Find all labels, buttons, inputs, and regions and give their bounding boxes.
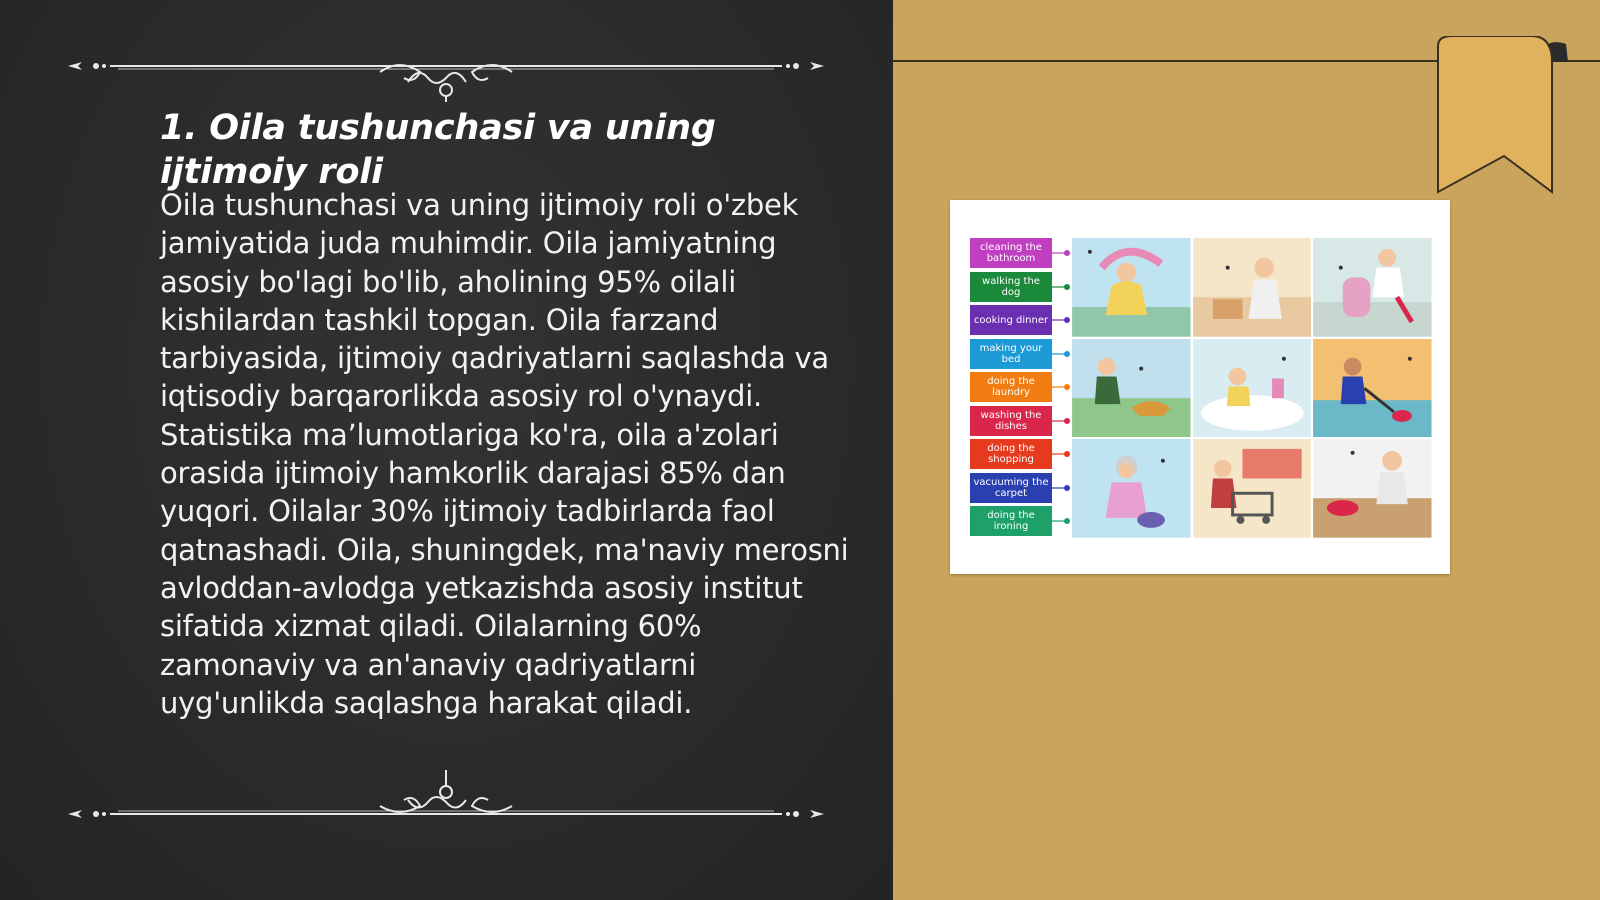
- illustration-panel: [1072, 439, 1191, 538]
- illustration-panel: [1193, 339, 1312, 438]
- chore-label: doing the shopping: [970, 439, 1052, 469]
- chore-label: walking the dog: [970, 272, 1052, 302]
- illustration-panel: [1193, 238, 1312, 337]
- chore-label: cooking dinner: [970, 305, 1052, 335]
- chore-label: making your bed: [970, 339, 1052, 369]
- slide-body-text: Oila tushunchasi va uning ijtimoiy roli o'zbek jamiyatida juda muhimdir. Oila jamiyatning asosiy bo'lagi bo'lib, aholining 95% oilali kishilardan tashkil topgan. Oila farzand tarbiyasida, ijtimoiy qadriyatlarni saqlashda va iqtisodiy barqarorlikda asosiy rol o'ynaydi. Statistika ma’lumotlariga ko'ra, oila a'zolari orasida ijtimoiy hamkorlik darajasi 85% dan yuqori. Oilalar 30% ijtimoiy tadbirlarda faol qatnashadi. Oila, shuningdek, ma'naviy merosni avloddan-avlodga yetkazishda asosiy institut sifatida xizmat qiladi. Oilalarning 60% zamonaviy va an'anaviy qadriyatlarni uyg'unlikda saqlashga harakat qiladi.: [160, 188, 849, 720]
- illustration-panel: [1193, 439, 1312, 538]
- illustration-panel: [1072, 339, 1191, 438]
- chore-label: doing the laundry: [970, 372, 1052, 402]
- bottom-ornament-icon: [68, 770, 824, 830]
- chore-label: washing the dishes: [970, 406, 1052, 436]
- bookmark-icon: [1436, 36, 1568, 196]
- illustration-panel: [1313, 238, 1432, 337]
- illustration-panel: [1313, 339, 1432, 438]
- chore-label: cleaning the bathroom: [970, 238, 1052, 268]
- top-ornament-icon: [68, 42, 824, 102]
- chore-label: doing the ironing: [970, 506, 1052, 536]
- slide-title: 1. Oila tushunchasi va uning ijtimoiy roli: [160, 108, 716, 192]
- illustration-panel: [1072, 238, 1191, 337]
- chores-illustration-grid: [1072, 238, 1432, 538]
- chore-label: vacuuming the carpet: [970, 473, 1052, 503]
- illustration-panel: [1313, 439, 1432, 538]
- household-chores-image: [950, 200, 1450, 574]
- chores-label-list: [970, 238, 1070, 540]
